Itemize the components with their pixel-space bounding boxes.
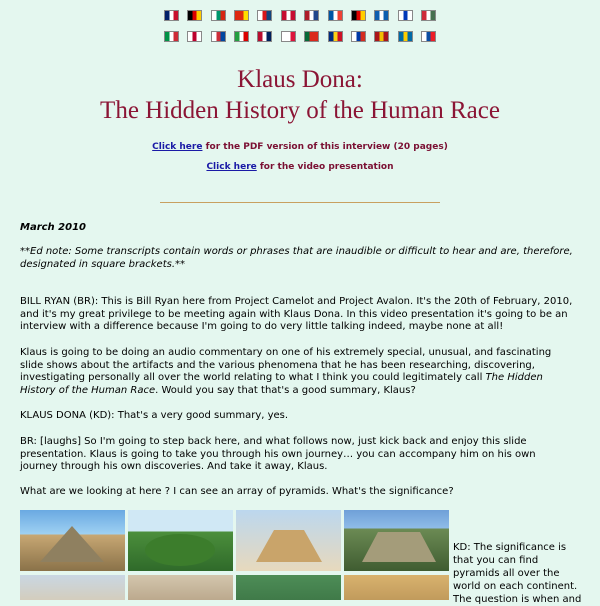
- flag-iran-icon[interactable]: [234, 31, 249, 42]
- flag-netherlands-icon[interactable]: [304, 10, 319, 21]
- pdf-link-text: for the PDF version of this interview (20 pages): [202, 142, 448, 152]
- flag-uk-icon[interactable]: [164, 10, 179, 21]
- video-link-text: for the video presentation: [256, 162, 394, 172]
- editor-note: **Ed note: Some transcripts contain words or phrases that are inaudible or difficult to hear and are, therefore, designated in square brackets.**: [20, 246, 573, 270]
- flag-norway-icon[interactable]: [257, 31, 272, 42]
- photo-pyramid-3: [128, 575, 233, 600]
- flag-hungary-icon[interactable]: [421, 10, 436, 21]
- title-line-2: The Hidden History of the Human Race: [100, 97, 500, 124]
- flag-sweden-icon[interactable]: [398, 31, 413, 42]
- divider: [160, 202, 440, 203]
- flag-japan-icon[interactable]: [187, 31, 202, 42]
- paragraph-klaus-commentary: Klaus is going to be doing an audio commentary on one of his extremely special, unusual, and fascinating slide shows about the artifacts and the various phenomena that he has been researching, discovering, investigating personally all over the world relating to what I think you could legitimately call The Hidden History of the Human Race. Would you say that that's a good summary, Klaus?: [20, 347, 552, 396]
- photo-green-mound: [128, 510, 233, 571]
- pdf-link-line: [0, 142, 600, 152]
- flag-romania-icon[interactable]: [328, 31, 343, 42]
- flag-italy-icon[interactable]: [164, 31, 179, 42]
- flag-portugal-icon[interactable]: [304, 31, 319, 42]
- flag-france-icon[interactable]: [328, 10, 343, 21]
- video-link-line: [0, 162, 600, 172]
- paragraph-question: What are we looking at here ? I can see an array of pyramids. What's the significance?: [20, 486, 454, 497]
- photo-step-pyramid: [236, 510, 341, 571]
- flag-slovakia-icon[interactable]: [421, 31, 436, 42]
- flag-bulgaria-icon[interactable]: [211, 10, 226, 21]
- photo-pyramid-4: [236, 575, 341, 600]
- article-date: March 2010: [20, 222, 86, 233]
- language-flags-row-1: [0, 10, 600, 29]
- flag-china-icon[interactable]: [234, 10, 249, 21]
- flag-greece-icon[interactable]: [374, 10, 389, 21]
- flag-russia-icon[interactable]: [351, 31, 366, 42]
- flag-spain-icon[interactable]: [374, 31, 389, 42]
- book-title: The Hidden History of the Human Race: [20, 372, 543, 396]
- flag-korea-icon[interactable]: [211, 31, 226, 42]
- kd-answer: KD: The significance is that you can find pyramids all over the world on each continent. The question is when and: [453, 542, 582, 605]
- paragraph-br-step-back: BR: [laughs] So I'm going to step back here, and what follows now, just kick back and enjoy this slide presentation. Klaus is going to take you through his own journey… you can accompany him on his own journey through his own discoveries. And take it away, Klaus.: [20, 436, 536, 472]
- flag-czech-icon[interactable]: [257, 10, 272, 21]
- flag-germany-icon[interactable]: [187, 10, 202, 21]
- flag-poland-icon[interactable]: [281, 31, 296, 42]
- paragraph-intro: BILL RYAN (BR): This is Bill Ryan here from Project Camelot and Project Avalon. It's the 20th of February, 2010, and it's my great privilege to be meeting again with Klaus Dona. In this video presentation it's going to be an interview with a difference because I'm going to do very little talking indeed, maybe none at all!: [20, 296, 573, 332]
- photo-chichen-itza: [20, 510, 125, 571]
- video-link[interactable]: Click here: [206, 162, 257, 172]
- paragraph-kd-reply: KLAUS DONA (KD): That's a very good summary, yes.: [20, 410, 289, 421]
- pdf-link[interactable]: Click here: [152, 142, 203, 152]
- flag-germany-2-icon[interactable]: [351, 10, 366, 21]
- flag-israel-icon[interactable]: [398, 10, 413, 21]
- flag-denmark-icon[interactable]: [281, 10, 296, 21]
- page-title: [0, 64, 600, 126]
- language-flags-row-2: [0, 31, 600, 50]
- pyramid-photo-collage: [20, 510, 452, 600]
- photo-pyramid-2: [20, 575, 125, 600]
- title-line-1: Klaus Dona:: [237, 66, 363, 93]
- photo-pyramid-5: [344, 575, 449, 600]
- photo-palenque: [344, 510, 449, 571]
